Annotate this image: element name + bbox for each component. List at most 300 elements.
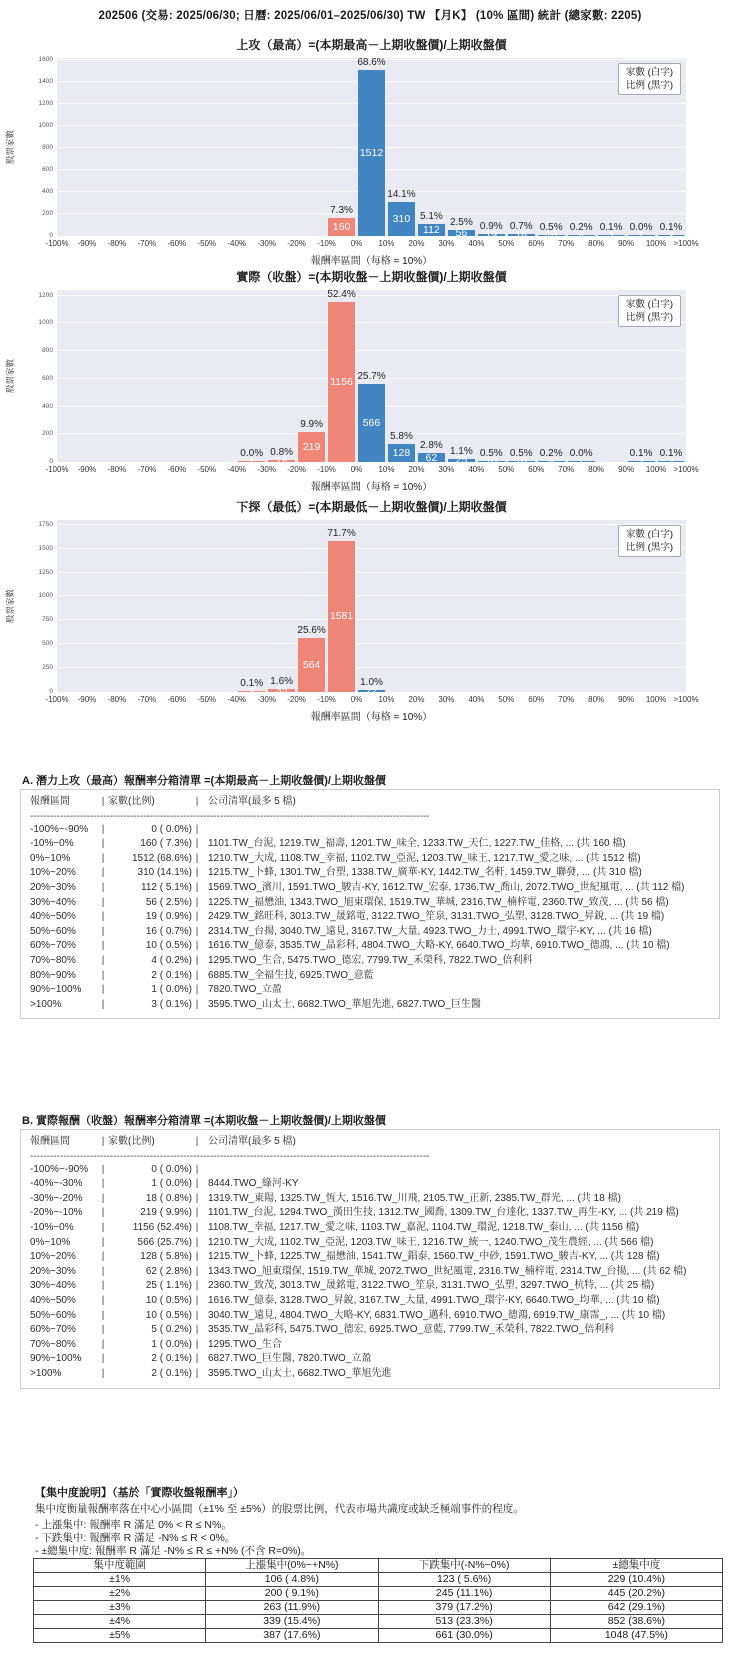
bar-count-label: 19 xyxy=(485,228,498,241)
column-divider: | xyxy=(195,984,199,996)
companies-cell: 2360.TW_致茂, 3013.TW_晟銘電, 3122.TWO_笙泉, 3131.TWO_弘塑, 3297.TWO_杭特, ... (共 25 檔) xyxy=(208,1280,655,1292)
count-cell: 家數(比例) xyxy=(108,1136,155,1147)
column-divider: | xyxy=(195,1163,199,1175)
companies-cell: 1319.TW_東陽, 1325.TW_恆大, 1516.TW_川飛, 2105.TW_正新, 2385.TW_群光, ... (共 18 檔) xyxy=(208,1192,621,1204)
bar-80%~90% xyxy=(598,229,625,242)
bar-count-label: 3 xyxy=(248,685,255,698)
companies-cell: 1225.TW_福懋油, 1343.TWO_旭東環保, 1519.TW_華城, 2316.TW_楠梓電, 2360.TW_致茂, ... (共 56 檔) xyxy=(208,896,669,908)
column-divider: | xyxy=(195,1265,199,1277)
x-tick-label: 70% xyxy=(558,465,575,474)
bar-count-label: 25 xyxy=(455,454,468,467)
table-cell: ±2% xyxy=(34,1587,206,1601)
companies-cell: 1295.TWO_生合 xyxy=(208,1338,282,1350)
table-header-cell: 下跌集中(-N%~0%) xyxy=(378,1559,550,1573)
count-cell: 62 ( 2.8%) xyxy=(145,1265,192,1277)
range-cell: -30%~-20% xyxy=(30,1192,83,1204)
x-tick-label: 80% xyxy=(588,465,605,474)
gridline xyxy=(57,572,686,573)
bar-count-label: 1 xyxy=(578,455,585,468)
count-cell: 3 ( 0.1%) xyxy=(151,998,192,1010)
bar-count-label: 112 xyxy=(423,223,440,236)
x-tick-label: >100% xyxy=(673,695,699,704)
y-tick-label: 1500 xyxy=(38,544,53,552)
range-cell: 70%~80% xyxy=(30,1338,76,1350)
companies-cell: 1215.TW_卜蜂, 1225.TW_福懋油, 1541.TW_錩泰, 1560.TW_中砂, 1591.TWO_駿吉-KY, ... (共 128 檔) xyxy=(208,1251,660,1263)
chart-downside-low xyxy=(0,498,740,726)
count-cell: 18 ( 0.8%) xyxy=(145,1192,192,1204)
bar-count-label: 310 xyxy=(392,212,411,225)
x-tick-label: 0% xyxy=(350,239,363,248)
x-tick-label: -70% xyxy=(137,239,157,248)
companies-cell: 1616.TW_億泰, 3535.TW_晶彩科, 4804.TWO_大略-KY, 6640.TWO_均華, 6910.TWO_德鴻, ... (共 10 檔) xyxy=(208,940,670,952)
y-tick-label: 400 xyxy=(42,402,53,410)
bar-60%~70% xyxy=(538,455,565,468)
column-divider: | xyxy=(101,1178,105,1190)
range-cell: >100% xyxy=(30,1367,62,1379)
column-divider: | xyxy=(195,1178,199,1190)
bar-60%~70% xyxy=(538,229,565,242)
bar-0%~10% xyxy=(358,384,385,463)
table-cell: 661 (30.0%) xyxy=(378,1629,550,1643)
x-tick-label: 10% xyxy=(378,239,395,248)
list-row xyxy=(30,881,719,896)
x-tick-label: -80% xyxy=(107,465,127,474)
y-tick-label: 600 xyxy=(42,166,53,174)
column-divider: | xyxy=(101,1367,105,1379)
concentration-table xyxy=(33,1558,723,1643)
bar-count-label: 5 xyxy=(548,455,555,468)
range-cell: -10%~0% xyxy=(30,1221,74,1233)
table-cell: 1048 (47.5%) xyxy=(550,1629,722,1643)
y-tick-label: 600 xyxy=(42,374,53,382)
column-divider: | xyxy=(195,1221,199,1233)
bar-percent-label: 0.0% xyxy=(240,448,264,459)
range-cell: 30%~40% xyxy=(30,896,76,908)
bar-percent-label: 1.1% xyxy=(449,445,473,457)
list-row xyxy=(30,1177,719,1192)
x-tick-label: -60% xyxy=(167,465,187,474)
column-divider: | xyxy=(101,852,105,864)
plot-area xyxy=(38,56,686,242)
bar-percent-label: 1.0% xyxy=(360,676,383,688)
range-cell: 40%~50% xyxy=(30,911,76,923)
x-tick-label: -90% xyxy=(77,465,97,474)
count-cell: 10 ( 0.5%) xyxy=(145,1309,192,1321)
bar-percent-label: 68.6% xyxy=(357,56,386,68)
bar-percent-label: 25.6% xyxy=(297,625,326,637)
table-header-cell: ±總集中度 xyxy=(550,1559,722,1573)
bar-count-label: 2 xyxy=(608,229,615,242)
x-tick-label: 100% xyxy=(645,695,667,704)
count-cell: 1156 (52.4%) xyxy=(132,1221,192,1233)
bar-30%~40% xyxy=(448,454,475,467)
column-divider: | xyxy=(101,1207,105,1219)
bar-percent-label: 0.5% xyxy=(539,221,563,233)
x-tick-label: -80% xyxy=(107,239,127,248)
count-cell: 160 ( 7.3%) xyxy=(140,838,192,850)
bar-percent-label: 5.8% xyxy=(390,431,413,443)
bar->100% xyxy=(658,455,685,468)
column-divider: | xyxy=(101,1280,105,1292)
count-cell: 1 ( 0.0%) xyxy=(151,984,192,996)
range-cell: 70%~80% xyxy=(30,954,76,966)
bar-0%~10% xyxy=(358,70,385,236)
legend-line-count: 家數 (白字) xyxy=(626,67,673,78)
bar-count-label: 160 xyxy=(332,221,351,234)
column-divider: | xyxy=(101,796,105,807)
x-tick-label: -30% xyxy=(257,695,276,704)
count-cell: 1512 (68.6%) xyxy=(131,852,192,864)
gridline xyxy=(57,295,686,296)
companies-cell: 1101.TW_台泥, 1294.TWO_漢田生技, 1312.TW_國喬, 1309.TW_台達化, 1337.TW_再生-KY, ... (共 219 檔) xyxy=(208,1207,679,1219)
count-cell: 2 ( 0.1%) xyxy=(151,969,192,981)
bar-count-label: 56 xyxy=(455,226,468,239)
column-divider: | xyxy=(101,984,105,996)
legend-line-ratio: 比例 (黑字) xyxy=(626,312,673,323)
x-tick-label: 60% xyxy=(528,465,545,474)
range-cell: -100%~-90% xyxy=(30,1163,89,1175)
column-divider: | xyxy=(195,1353,199,1365)
x-tick-label: 60% xyxy=(528,695,545,704)
bar-count-label: 10 xyxy=(545,229,558,242)
bar-percent-label: 71.7% xyxy=(327,527,356,539)
column-divider: | xyxy=(195,1367,199,1379)
x-tick-label: 30% xyxy=(438,465,455,474)
concentration-desc: 集中度衡量報酬率落在中心小區間（±1% 至 ±5%）的股票比例，代表市場共識度或缺乏極端事件的程度。 xyxy=(35,1503,524,1515)
bar-count-label: 10 xyxy=(485,455,498,468)
table-header-row xyxy=(34,1559,723,1573)
table-cell: 445 (20.2%) xyxy=(550,1587,722,1601)
table-row xyxy=(34,1601,723,1615)
companies-cell: 3595.TWO_山太士, 6682.TWO_華旭先進 xyxy=(208,1367,392,1379)
column-divider: | xyxy=(101,925,105,937)
section-a-title: A. 潛力上攻（最高）報酬率分箱清單 =(本期最高－上期收盤價)/上期收盤價 xyxy=(22,775,386,787)
section-actual-list xyxy=(0,1112,740,1392)
x-tick-label: -10% xyxy=(317,465,336,474)
count-cell: 4 ( 0.2%) xyxy=(151,954,192,966)
table-cell: 245 (11.1%) xyxy=(378,1587,550,1601)
column-divider: | xyxy=(101,838,105,850)
table-cell: 513 (23.3%) xyxy=(378,1615,550,1629)
list-row xyxy=(30,939,719,954)
x-axis-label: 報酬率區間（每格 = 10%） xyxy=(310,712,433,723)
y-axis-label: 股票家數 xyxy=(5,358,15,394)
column-divider: | xyxy=(101,1353,105,1365)
bar-count-label: 1 xyxy=(638,229,644,242)
bar-90%~100% xyxy=(628,455,655,468)
range-cell: 報酬區間 xyxy=(30,796,70,807)
column-divider: | xyxy=(195,954,199,966)
companies-cell: 公司清單(最多 5 檔) xyxy=(208,796,296,807)
column-divider: | xyxy=(195,1309,199,1321)
bar-20%~30% xyxy=(418,224,445,236)
count-cell: 566 (25.7%) xyxy=(137,1236,192,1248)
gridline xyxy=(57,548,686,549)
bar--30%~-20% xyxy=(268,684,295,697)
list-row xyxy=(30,1279,719,1294)
y-tick-label: 1400 xyxy=(38,78,53,86)
column-divider: | xyxy=(101,896,105,908)
y-tick-label: 250 xyxy=(42,664,53,672)
list-row xyxy=(30,1250,719,1265)
list-row xyxy=(30,925,719,940)
column-divider: | xyxy=(195,911,199,923)
table-cell: 263 (11.9%) xyxy=(206,1601,378,1615)
column-divider: | xyxy=(195,925,199,937)
x-axis-ticks xyxy=(45,465,699,477)
chart-legend xyxy=(618,525,681,557)
x-tick-label: -80% xyxy=(107,695,127,704)
bar-count-label: 1581 xyxy=(329,610,354,623)
column-divider: | xyxy=(101,1265,105,1277)
column-divider: | xyxy=(195,1280,199,1292)
bar-percent-label: 52.4% xyxy=(327,288,356,300)
bar-count-label: 10 xyxy=(515,455,528,468)
x-axis-label: 報酬率區間（每格 = 10%） xyxy=(310,256,433,267)
list-row xyxy=(30,998,719,1013)
chart-actual-close xyxy=(0,268,740,496)
column-divider: | xyxy=(101,1294,105,1306)
bar-40%~50% xyxy=(478,228,505,241)
chart-title: 下探（最低）=(本期最低－上期收盤價)/上期收盤價 xyxy=(236,500,507,514)
count-cell: 128 ( 5.8%) xyxy=(140,1251,192,1263)
bar-40%~50% xyxy=(478,455,505,468)
y-tick-label: 0 xyxy=(49,688,53,695)
companies-cell: 8444.TWO_綠河-KY xyxy=(208,1178,299,1190)
x-tick-label: -90% xyxy=(77,695,97,704)
bar-percent-label: 14.1% xyxy=(387,188,416,200)
x-tick-label: 0% xyxy=(350,465,363,474)
range-cell: -100%~-90% xyxy=(30,823,89,835)
bar-0%~10% xyxy=(358,684,385,697)
y-tick-label: 1000 xyxy=(38,319,53,327)
section-b-title: B. 實際報酬（收盤）報酬率分箱清單 =(本期收盤－上期收盤價)/上期收盤價 xyxy=(22,1115,386,1127)
companies-cell: 1295.TWO_生合, 5475.TWO_德宏, 7799.TW_禾榮科, 7822.TWO_倍利科 xyxy=(208,954,533,966)
column-divider: | xyxy=(195,796,199,807)
count-cell: 2 ( 0.1%) xyxy=(151,1353,192,1365)
list-row xyxy=(30,1338,719,1353)
y-axis-label: 股票家數 xyxy=(5,588,15,624)
table-row xyxy=(34,1573,723,1587)
count-cell: 219 ( 9.9%) xyxy=(140,1207,192,1219)
x-tick-label: 90% xyxy=(618,239,635,248)
column-divider: | xyxy=(101,969,105,981)
column-divider: | xyxy=(195,838,199,850)
concentration-heading: 【集中度說明】（基於「實際收盤報酬率」） xyxy=(35,1487,244,1499)
companies-cell: 6885.TW_全福生技, 6925.TWO_意藍 xyxy=(208,969,374,981)
x-tick-label: -30% xyxy=(257,239,276,248)
column-divider: | xyxy=(195,1324,199,1336)
x-tick-label: 100% xyxy=(645,239,667,248)
list-row xyxy=(30,896,719,911)
companies-cell: 7820.TWO_立盈 xyxy=(208,984,282,996)
bar-70%~80% xyxy=(568,455,595,468)
bar-count-label: 16 xyxy=(515,229,528,242)
range-cell: -20%~-10% xyxy=(30,1207,83,1219)
chart-legend xyxy=(618,295,681,327)
x-tick-label: 50% xyxy=(498,239,515,248)
list-row xyxy=(30,1236,719,1251)
table-cell: ±1% xyxy=(34,1573,206,1587)
list-row xyxy=(30,1265,719,1280)
range-cell: 20%~30% xyxy=(30,1265,76,1277)
count-cell: 10 ( 0.5%) xyxy=(145,940,192,952)
count-cell: 家數(比例) xyxy=(108,796,155,807)
gridline xyxy=(57,322,686,323)
x-tick-label: 60% xyxy=(528,239,545,248)
companies-cell: 1108.TW_幸福, 1217.TW_愛之味, 1103.TW_嘉泥, 1104.TW_環泥, 1218.TW_泰山, ... (共 1156 檔) xyxy=(208,1221,640,1233)
column-divider: | xyxy=(195,1136,199,1147)
x-tick-label: -20% xyxy=(287,695,306,704)
column-divider: | xyxy=(101,823,105,835)
gridline xyxy=(57,667,686,668)
table-cell: ±3% xyxy=(34,1601,206,1615)
list-header-row xyxy=(30,1135,719,1150)
range-cell: 30%~40% xyxy=(30,1280,76,1292)
companies-cell: 1210.TW_大成, 1102.TW_亞泥, 1203.TW_味王, 1216.TW_統一, 1240.TWO_茂生農經, ... (共 566 檔) xyxy=(208,1236,654,1248)
x-tick-label: -70% xyxy=(137,695,157,704)
x-tick-label: 30% xyxy=(438,239,455,248)
y-tick-label: 1750 xyxy=(38,520,53,528)
x-tick-label: 90% xyxy=(618,465,635,474)
x-tick-label: -10% xyxy=(317,239,336,248)
x-tick-label: 70% xyxy=(558,239,575,248)
list-row xyxy=(30,969,719,984)
column-divider: | xyxy=(101,954,105,966)
x-tick-label: 0% xyxy=(350,695,363,704)
section-concentration xyxy=(0,1484,740,1654)
range-cell: 0%~10% xyxy=(30,1236,71,1248)
count-cell: 310 (14.1%) xyxy=(137,867,192,879)
column-divider: | xyxy=(101,1251,105,1263)
y-tick-label: 500 xyxy=(42,640,53,648)
x-tick-label: 80% xyxy=(588,695,605,704)
plot-area xyxy=(38,520,686,698)
column-divider: | xyxy=(101,1338,105,1350)
bar-count-label: 35 xyxy=(275,684,288,697)
x-tick-label: 30% xyxy=(438,695,455,704)
range-cell: 50%~60% xyxy=(30,1309,76,1321)
list-row xyxy=(30,1367,719,1382)
x-tick-label: -40% xyxy=(227,239,247,248)
x-tick-label: -100% xyxy=(45,465,69,474)
x-tick-label: -100% xyxy=(45,695,69,704)
column-divider: | xyxy=(101,940,105,952)
count-cell: 112 ( 5.1%) xyxy=(141,881,192,893)
x-tick-label: 80% xyxy=(588,239,605,248)
bar-count-label: 22 xyxy=(365,684,378,697)
count-cell: 0 ( 0.0%) xyxy=(151,823,192,835)
column-divider: | xyxy=(195,1338,199,1350)
column-divider: | xyxy=(195,881,199,893)
bar-percent-label: 0.5% xyxy=(479,447,503,459)
x-tick-label: -20% xyxy=(287,239,306,248)
range-cell: 90%~100% xyxy=(30,1353,82,1365)
range-cell: 90%~100% xyxy=(30,984,82,996)
column-divider: | xyxy=(101,881,105,893)
bar-count-label: 3 xyxy=(668,229,674,242)
gridline xyxy=(57,595,686,596)
bar-percent-label: 1.6% xyxy=(270,675,294,687)
section-upside-list xyxy=(0,772,740,1022)
bar-percent-label: 0.0% xyxy=(569,448,593,459)
x-tick-label: -70% xyxy=(137,465,157,474)
count-cell: 0 ( 0.0%) xyxy=(151,1163,192,1175)
concentration-bullet-down: - 下跌集中: 報酬率 R 滿足 -N% ≤ R < 0%。 xyxy=(35,1532,236,1544)
companies-cell: 1215.TW_卜蜂, 1301.TW_台塑, 1338.TW_廣華-KY, 1442.TW_名軒, 1459.TW_聯發, ... (共 310 檔) xyxy=(208,867,642,879)
column-divider: | xyxy=(195,823,199,835)
x-tick-label: 40% xyxy=(468,695,485,704)
x-tick-label: -40% xyxy=(227,695,247,704)
x-tick-label: -50% xyxy=(197,695,217,704)
bar-count-label: 2 xyxy=(668,455,674,468)
range-cell: 80%~90% xyxy=(30,969,76,981)
bar-percent-label: 2.8% xyxy=(419,440,443,452)
column-divider: | xyxy=(101,1136,105,1147)
bar-percent-label: 0.1% xyxy=(629,448,653,459)
list-box-b xyxy=(20,1129,720,1389)
companies-cell: 1569.TWO_濱川, 1591.TWO_駿吉-KY, 1612.TW_宏泰, 1736.TW_喬山, 2072.TWO_世紀風電, ... (共 112 檔) xyxy=(208,881,685,893)
table-row xyxy=(34,1615,723,1629)
x-tick-label: 70% xyxy=(558,695,575,704)
column-divider: | xyxy=(195,1192,199,1204)
bar-percent-label: 0.1% xyxy=(659,222,683,233)
x-tick-label: -100% xyxy=(45,239,69,248)
column-divider: | xyxy=(195,852,199,864)
range-cell: 0%~10% xyxy=(30,852,71,864)
y-tick-label: 400 xyxy=(42,188,53,196)
x-tick-label: -60% xyxy=(167,239,187,248)
bar-count-label: 2 xyxy=(638,455,644,468)
x-tick-label: -20% xyxy=(287,465,306,474)
legend-line-ratio: 比例 (黑字) xyxy=(626,80,673,91)
column-divider: | xyxy=(101,1192,105,1204)
list-row xyxy=(30,823,719,838)
companies-cell: 3040.TW_遠見, 4804.TWO_大略-KY, 6831.TWO_邁科, 6910.TWO_德鴻, 6919.TW_康霈_, ... (共 10 檔) xyxy=(208,1309,666,1321)
table-cell: 642 (29.1%) xyxy=(550,1601,722,1615)
gridline xyxy=(57,643,686,644)
bar-70%~80% xyxy=(568,229,595,242)
y-tick-label: 1250 xyxy=(38,568,53,576)
x-tick-label: -90% xyxy=(77,239,97,248)
bar-percent-label: 0.1% xyxy=(659,448,683,459)
x-tick-label: 50% xyxy=(498,465,515,474)
bar-percent-label: 25.7% xyxy=(357,370,386,382)
x-axis-ticks xyxy=(45,695,699,707)
page-title: 202506 (交易: 2025/06/30; 日曆: 2025/06/01–2025/06/30) TW 【月K】 (10% 區間) 統計 (總家數: 2205) xyxy=(98,10,642,22)
x-tick-label: 100% xyxy=(645,465,667,474)
list-row xyxy=(30,1294,719,1309)
y-tick-label: 0 xyxy=(49,232,53,239)
bar--20%~-10% xyxy=(298,432,325,462)
count-cell: 56 ( 2.5%) xyxy=(145,896,192,908)
column-divider: | xyxy=(195,896,199,908)
x-tick-label: 50% xyxy=(498,695,515,704)
y-tick-label: 200 xyxy=(42,430,53,438)
column-divider: | xyxy=(101,1309,105,1321)
x-tick-label: -50% xyxy=(197,465,217,474)
bar-count-label: 62 xyxy=(425,451,438,464)
y-axis-label: 股票家數 xyxy=(5,129,15,165)
bar-count-label: 4 xyxy=(578,229,585,242)
chart-upside-high xyxy=(0,36,740,268)
companies-cell: 2314.TW_台揚, 3040.TW_遠見, 3167.TW_大量, 4923.TWO_力士, 4991.TWO_環宇-KY, ... (共 16 檔) xyxy=(208,925,652,937)
list-row xyxy=(30,837,719,852)
bar-count-label: 564 xyxy=(302,659,321,672)
count-cell: 1 ( 0.0%) xyxy=(151,1338,192,1350)
legend-line-count: 家數 (白字) xyxy=(626,529,673,540)
range-cell: -40%~-30% xyxy=(30,1178,83,1190)
